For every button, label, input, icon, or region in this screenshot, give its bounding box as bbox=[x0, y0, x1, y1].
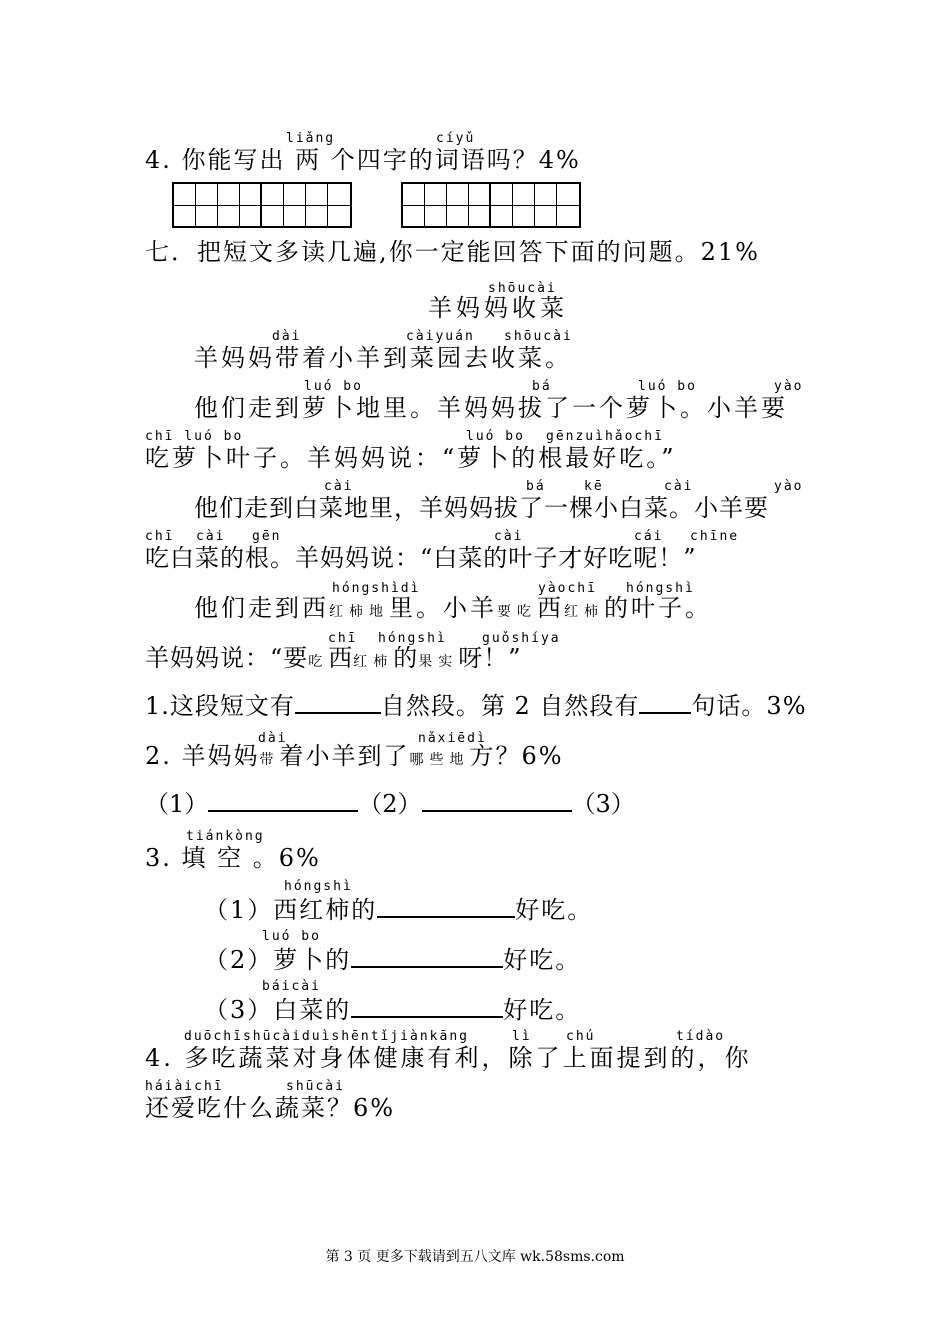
question-1 bbox=[145, 690, 807, 720]
text: 句话。3% bbox=[691, 692, 807, 720]
pinyin: báicài bbox=[262, 979, 321, 994]
text: 的 bbox=[393, 644, 419, 672]
pinyin: shūcài bbox=[286, 1079, 345, 1094]
pinyin: guǒshíya bbox=[482, 631, 561, 646]
small-text: 吃 bbox=[308, 654, 329, 670]
pinyin: háiàichī bbox=[145, 1079, 224, 1094]
pinyin: duōchīshūcàiduìshēntǐjiànkāng bbox=[184, 1029, 469, 1044]
pinyin: bá bbox=[526, 479, 546, 494]
pinyin: hóngshì bbox=[378, 631, 447, 646]
page-footer: 第 3 页 更多下载请到五八文库 wk.58sms.com bbox=[325, 1249, 625, 1265]
pinyin: chīne bbox=[690, 529, 740, 544]
pinyin: tídào bbox=[676, 1029, 726, 1044]
small-text: 红柿地 bbox=[329, 604, 389, 620]
pinyin: chī bbox=[328, 631, 358, 646]
label: （3）白菜的 bbox=[204, 996, 352, 1024]
pinyin: yào bbox=[774, 479, 804, 494]
pinyin: hóngshì bbox=[626, 581, 695, 596]
story-title: 羊妈妈收菜 bbox=[428, 294, 568, 322]
writing-grid-1 bbox=[172, 182, 352, 228]
story-paragraph-3-line-2: 吃白菜的根。羊妈妈说：“白菜的叶子才好吃呢！” bbox=[145, 544, 697, 572]
small-text: 要吃 bbox=[497, 604, 537, 620]
story-paragraph-2-line-1: 他们走到萝卜地里。羊妈妈拔了一个萝卜。小羊要 bbox=[194, 394, 788, 422]
text: 呀！” bbox=[458, 644, 522, 672]
question-2 bbox=[145, 742, 564, 774]
pinyin: chú bbox=[566, 1029, 596, 1044]
question-4-line-2: 还爱吃什么蔬菜？6% bbox=[145, 1094, 396, 1122]
pinyin: luó bo bbox=[466, 429, 525, 444]
pinyin: luó bo bbox=[304, 379, 363, 394]
pinyin: bá bbox=[532, 379, 552, 394]
pinyin: liǎng bbox=[286, 131, 336, 146]
label: （3） bbox=[571, 790, 635, 818]
pinyin: chī luó bo bbox=[145, 429, 244, 444]
label: （1） bbox=[145, 790, 209, 818]
suffix: 好吃。 bbox=[503, 946, 582, 974]
text: 1.这段短文有 bbox=[145, 692, 295, 720]
story-paragraph-1: 羊妈妈带着小羊到菜园去收菜。 bbox=[194, 344, 572, 372]
pinyin: tiánkòng bbox=[186, 829, 265, 844]
answer-blank[interactable] bbox=[351, 994, 503, 1018]
pinyin: hóngshìdì bbox=[332, 581, 421, 596]
pinyin: càiyuán bbox=[406, 329, 475, 344]
pinyin: yào bbox=[774, 379, 804, 394]
answer-blank[interactable] bbox=[351, 944, 503, 968]
answer-blank[interactable] bbox=[295, 690, 381, 714]
pinyin: hóngshì bbox=[284, 879, 353, 894]
label: （2）萝卜的 bbox=[204, 946, 352, 974]
pinyin: kē bbox=[584, 479, 604, 494]
answer-blank[interactable] bbox=[377, 894, 515, 918]
answer-blank[interactable] bbox=[422, 788, 572, 812]
fill-item-3 bbox=[204, 994, 581, 1024]
pinyin: yàochī bbox=[538, 581, 597, 596]
pinyin: luó bo bbox=[638, 379, 697, 394]
small-text: 果实 bbox=[418, 654, 459, 670]
small-text: 带 bbox=[259, 752, 280, 768]
pinyin: lì bbox=[512, 1029, 532, 1044]
question-2-answers bbox=[145, 788, 635, 818]
text: 西 bbox=[537, 594, 564, 622]
label: （1）西红柿的 bbox=[204, 896, 378, 924]
small-text: 哪些地 bbox=[409, 752, 470, 768]
text: 羊妈妈说：“要 bbox=[145, 644, 309, 672]
text: 方？6% bbox=[469, 742, 564, 770]
question-4-line-1: 4. 多吃蔬菜对身体健康有利，除了上面提到的，你 bbox=[145, 1044, 752, 1072]
writing-grid-2 bbox=[401, 182, 581, 228]
story-paragraph-2-line-2: 吃萝卜叶子。羊妈妈说：“萝卜的根最好吃。” bbox=[145, 444, 677, 472]
pinyin: cài bbox=[494, 529, 524, 544]
answer-blank[interactable] bbox=[639, 690, 691, 714]
pinyin: gēn bbox=[252, 529, 282, 544]
pinyin: shōucài bbox=[488, 281, 557, 296]
pinyin: cái bbox=[634, 529, 664, 544]
pinyin: cài bbox=[324, 479, 354, 494]
pinyin: chī bbox=[145, 529, 175, 544]
text: 2. 羊妈妈 bbox=[145, 742, 260, 770]
pinyin: shōucài bbox=[504, 329, 573, 344]
text: 他们走到西 bbox=[194, 594, 329, 622]
text: 的叶子。 bbox=[604, 594, 712, 622]
suffix: 好吃。 bbox=[503, 996, 582, 1024]
question-3: 3. 填 空 。6% bbox=[145, 844, 321, 872]
suffix: 好吃。 bbox=[515, 896, 594, 924]
pinyin: cài bbox=[196, 529, 226, 544]
text: 着小羊到了 bbox=[279, 742, 410, 770]
question-4-four-char-words: 4. 你能写出 两 个四字的词语吗？4% bbox=[145, 146, 581, 174]
pinyin: nǎxiēdì bbox=[418, 731, 487, 746]
small-text: 红柿 bbox=[353, 654, 394, 670]
pinyin: luó bo bbox=[262, 929, 321, 944]
section-7-heading: 七．把短文多读几遍,你一定能回答下面的问题。21% bbox=[145, 238, 760, 266]
story-paragraph-3-line-1: 他们走到白菜地里，羊妈妈拔了一棵小白菜。小羊要 bbox=[194, 494, 769, 522]
fill-item-1 bbox=[204, 894, 593, 924]
text: 西 bbox=[328, 644, 354, 672]
pinyin: cíyǔ bbox=[436, 131, 476, 146]
text: 自然段。第 2 自然段有 bbox=[380, 692, 640, 720]
pinyin: cài bbox=[664, 479, 694, 494]
answer-blank[interactable] bbox=[208, 788, 358, 812]
story-paragraph-4-line-1 bbox=[194, 594, 712, 626]
pinyin: dài bbox=[272, 329, 302, 344]
fill-item-2 bbox=[204, 944, 581, 974]
pinyin: gēnzuìhǎochī bbox=[546, 429, 664, 444]
pinyin: dài bbox=[258, 731, 288, 746]
small-text: 红柿 bbox=[564, 604, 604, 620]
label: （2） bbox=[358, 790, 422, 818]
text: 里。小羊 bbox=[389, 594, 497, 622]
story-paragraph-4-line-2 bbox=[145, 644, 522, 676]
